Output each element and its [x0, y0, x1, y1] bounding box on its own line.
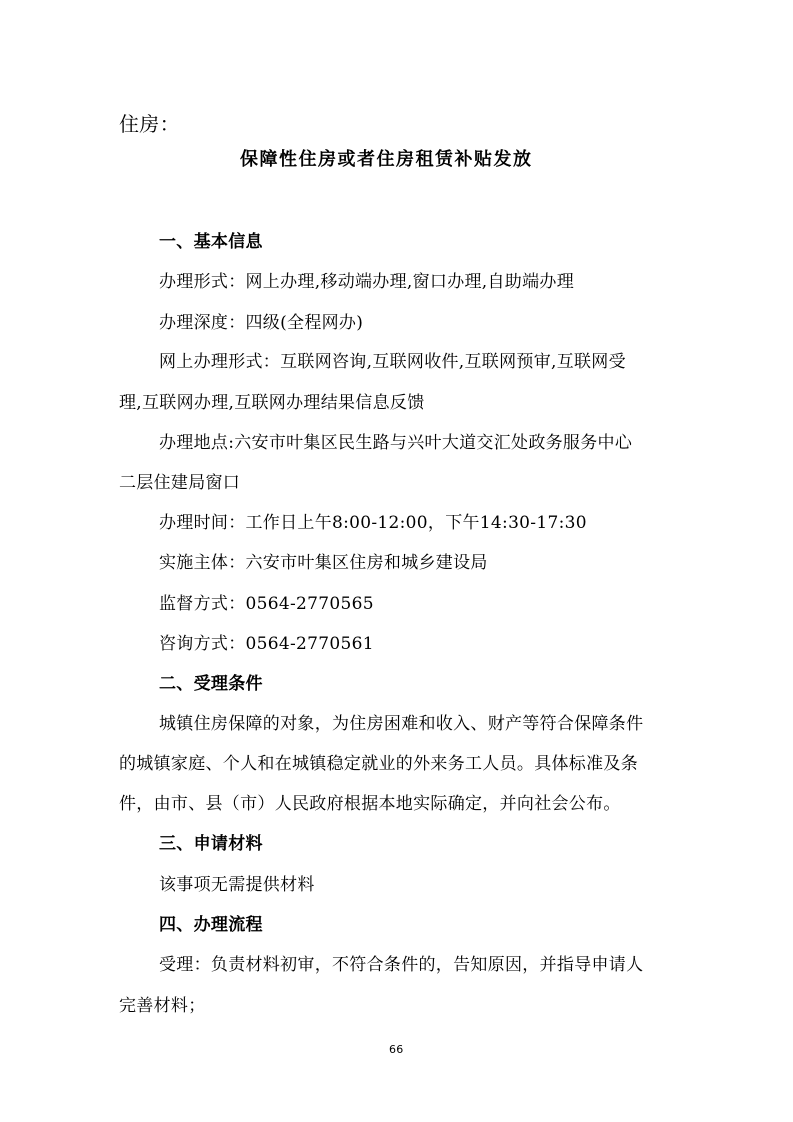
- consultation-phone: 咨询方式：0564-2770561: [159, 634, 374, 654]
- section-heading-conditions: 二、受理条件: [159, 674, 263, 694]
- conditions-line-1: 城镇住房保障的对象，为住房困难和收入、财产等符合保障条件: [159, 714, 644, 734]
- section-heading-basic-info: 一、基本信息: [159, 232, 263, 252]
- section-heading-process: 四、办理流程: [159, 915, 263, 935]
- supervision-phone: 监督方式：0564-2770565: [159, 594, 374, 614]
- conditions-line-3: 件，由市、县（市）人民政府根据本地实际确定，并向社会公布。: [119, 794, 621, 814]
- document-title: 保障性住房或者住房租赁补贴发放: [240, 149, 533, 170]
- handling-hours: 办理时间：工作日上午8:00-12:00，下午14:30-17:30: [159, 513, 587, 533]
- handling-location-line-2: 二层住建局窗口: [119, 473, 241, 493]
- section-heading-materials: 三、申请材料: [159, 834, 263, 854]
- process-line-1: 受理：负责材料初审，不符合条件的，告知原因，并指导申请人: [159, 955, 644, 975]
- online-mode-line-2: 理,互联网办理,互联网办理结果信息反馈: [119, 393, 425, 413]
- implementing-agency: 实施主体：六安市叶集区住房和城乡建设局: [159, 553, 488, 573]
- conditions-line-2: 的城镇家庭、个人和在城镇稳定就业的外来务工人员。具体标准及条: [119, 754, 638, 774]
- materials-line-1: 该事项无需提供材料: [159, 875, 315, 895]
- category-label: 住房：: [119, 112, 180, 136]
- page-number: 66: [389, 1043, 404, 1056]
- handling-mode: 办理形式：网上办理,移动端办理,窗口办理,自助端办理: [159, 272, 575, 292]
- process-line-2: 完善材料；: [119, 996, 206, 1016]
- online-mode-line-1: 网上办理形式：互联网咨询,互联网收件,互联网预审,互联网受: [159, 352, 626, 372]
- handling-location-line-1: 办理地点:六安市叶集区民生路与兴叶大道交汇处政务服务中心: [159, 433, 633, 453]
- handling-depth: 办理深度：四级(全程网办): [159, 313, 364, 333]
